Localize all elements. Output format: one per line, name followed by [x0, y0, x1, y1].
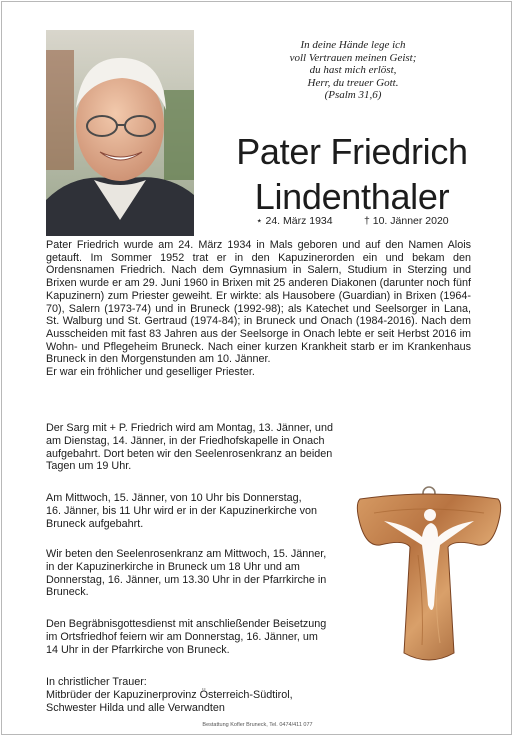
paragraph-line: Wir beten den Seelenrosenkranz am Mittwoch, 15. Jänner, — [46, 548, 327, 560]
mourners-paragraph — [46, 676, 331, 714]
funeral-home-footer: Bestattung Kofler Bruneck, Tel. 0474/411 077 — [202, 722, 313, 728]
paragraph-line: Donnerstag, 16. Jänner, um 13.30 Uhr in der Pfarrkirche in — [46, 573, 327, 586]
psalm-quote — [242, 39, 464, 102]
quote-line: du hast mich erlöst, — [309, 64, 397, 77]
paragraph-line: Den Begräbnisgottesdienst mit anschließender Beisetzung — [46, 618, 327, 630]
portrait-photo — [46, 30, 194, 236]
biography — [46, 239, 471, 379]
paragraph-line: in der Kapuzinerkirche in Bruneck um 18 Uhr und am — [46, 560, 300, 573]
paragraph-line: Am Mittwoch, 15. Jänner, von 10 Uhr bis Donnerstag, — [46, 492, 302, 504]
paragraph-line: am Dienstag, 14. Jänner, in der Friedhofskapelle in Onach — [46, 434, 325, 447]
paragraph-line: im Ortsfriedhof feiern wir am Donnerstag, 16. Jänner, um — [46, 630, 318, 643]
rosary-paragraph — [46, 548, 331, 599]
tau-cross-icon — [354, 485, 504, 667]
paragraph-line: Tagen um 19 Uhr. — [46, 460, 132, 473]
quote-line: (Psalm 31,6) — [324, 89, 382, 102]
quote-line: In deine Hände lege ich — [300, 39, 406, 51]
deceased-name-line1: Pater Friedrich — [236, 131, 468, 172]
wake-onach-paragraph — [46, 422, 466, 473]
paragraph-line: 14 Uhr in der Pfarrkirche von Bruneck. — [46, 643, 230, 656]
paragraph-line: 16. Jänner, bis 11 Uhr wird er in der Kapuzinerkirche von — [46, 504, 318, 517]
paragraph-line: Bruneck. — [46, 586, 89, 599]
funeral-mass-paragraph — [46, 618, 331, 656]
quote-line: Herr, du treuer Gott. — [307, 76, 399, 89]
paragraph-line: Der Sarg mit + P. Friedrich wird am Montag, 13. Jänner, und — [46, 422, 333, 434]
paragraph-line: aufgebahrt. Dort beten wir den Seelenrosenkranz an beiden — [46, 447, 333, 460]
paragraph-line: Mitbrüder der Kapuzinerprovinz Österreich-Südtirol, — [46, 688, 293, 701]
obituary-page — [1, 1, 512, 735]
birth-date: ⋆ 24. März 1934 — [256, 215, 333, 227]
deceased-name-line2: Lindenthaler — [254, 176, 450, 217]
biography-closing: Er war ein fröhlicher und geselliger Priester. — [46, 366, 255, 379]
paragraph-line: Bruneck aufgebahrt. — [46, 517, 144, 530]
biography-text: Pater Friedrich wurde am 24. März 1934 in Mals geboren und auf den Namen Alois getauft. Im Sommer 1952 trat er in den Kapuzinerorden ein und bekam den Ordensnamen Friedrich. Nach dem Gymnasium in Salern, Studium in Sterzing und Brixen wurde er am 29. Juni 1960 in Brixen mit 25 anderen Diakonen (darunter noch fünf Kapuzinern) zum Priester geweiht. Er wirkte: als Hausobere (Guardian) in Brixen (1964-70), Salern (1973-74) und in Bruneck (1992-98); als Katechet und Seelsorger in Lana, St. Walburg und St. Gertraud (1974-84); in Bruneck und Onach (1984-2016). Nach dem Ausscheiden mit fast 83 Jahren aus der Seelsorge in Onach lebte er seit Herbst 2016 im Wohn- und Pflegeheim Bruneck. Nach einer kurzen Krankheit starb er im Krankenhaus Bruneck in den Morgenstunden am 10. Jänner. — [46, 239, 471, 366]
paragraph-line: In christlicher Trauer: — [46, 676, 147, 688]
laying-out-paragraph — [46, 492, 331, 530]
death-date: † 10. Jänner 2020 — [364, 215, 449, 227]
paragraph-line: Schwester Hilda und alle Verwandten — [46, 701, 225, 714]
quote-line: voll Vertrauen meinen Geist; — [289, 51, 417, 64]
